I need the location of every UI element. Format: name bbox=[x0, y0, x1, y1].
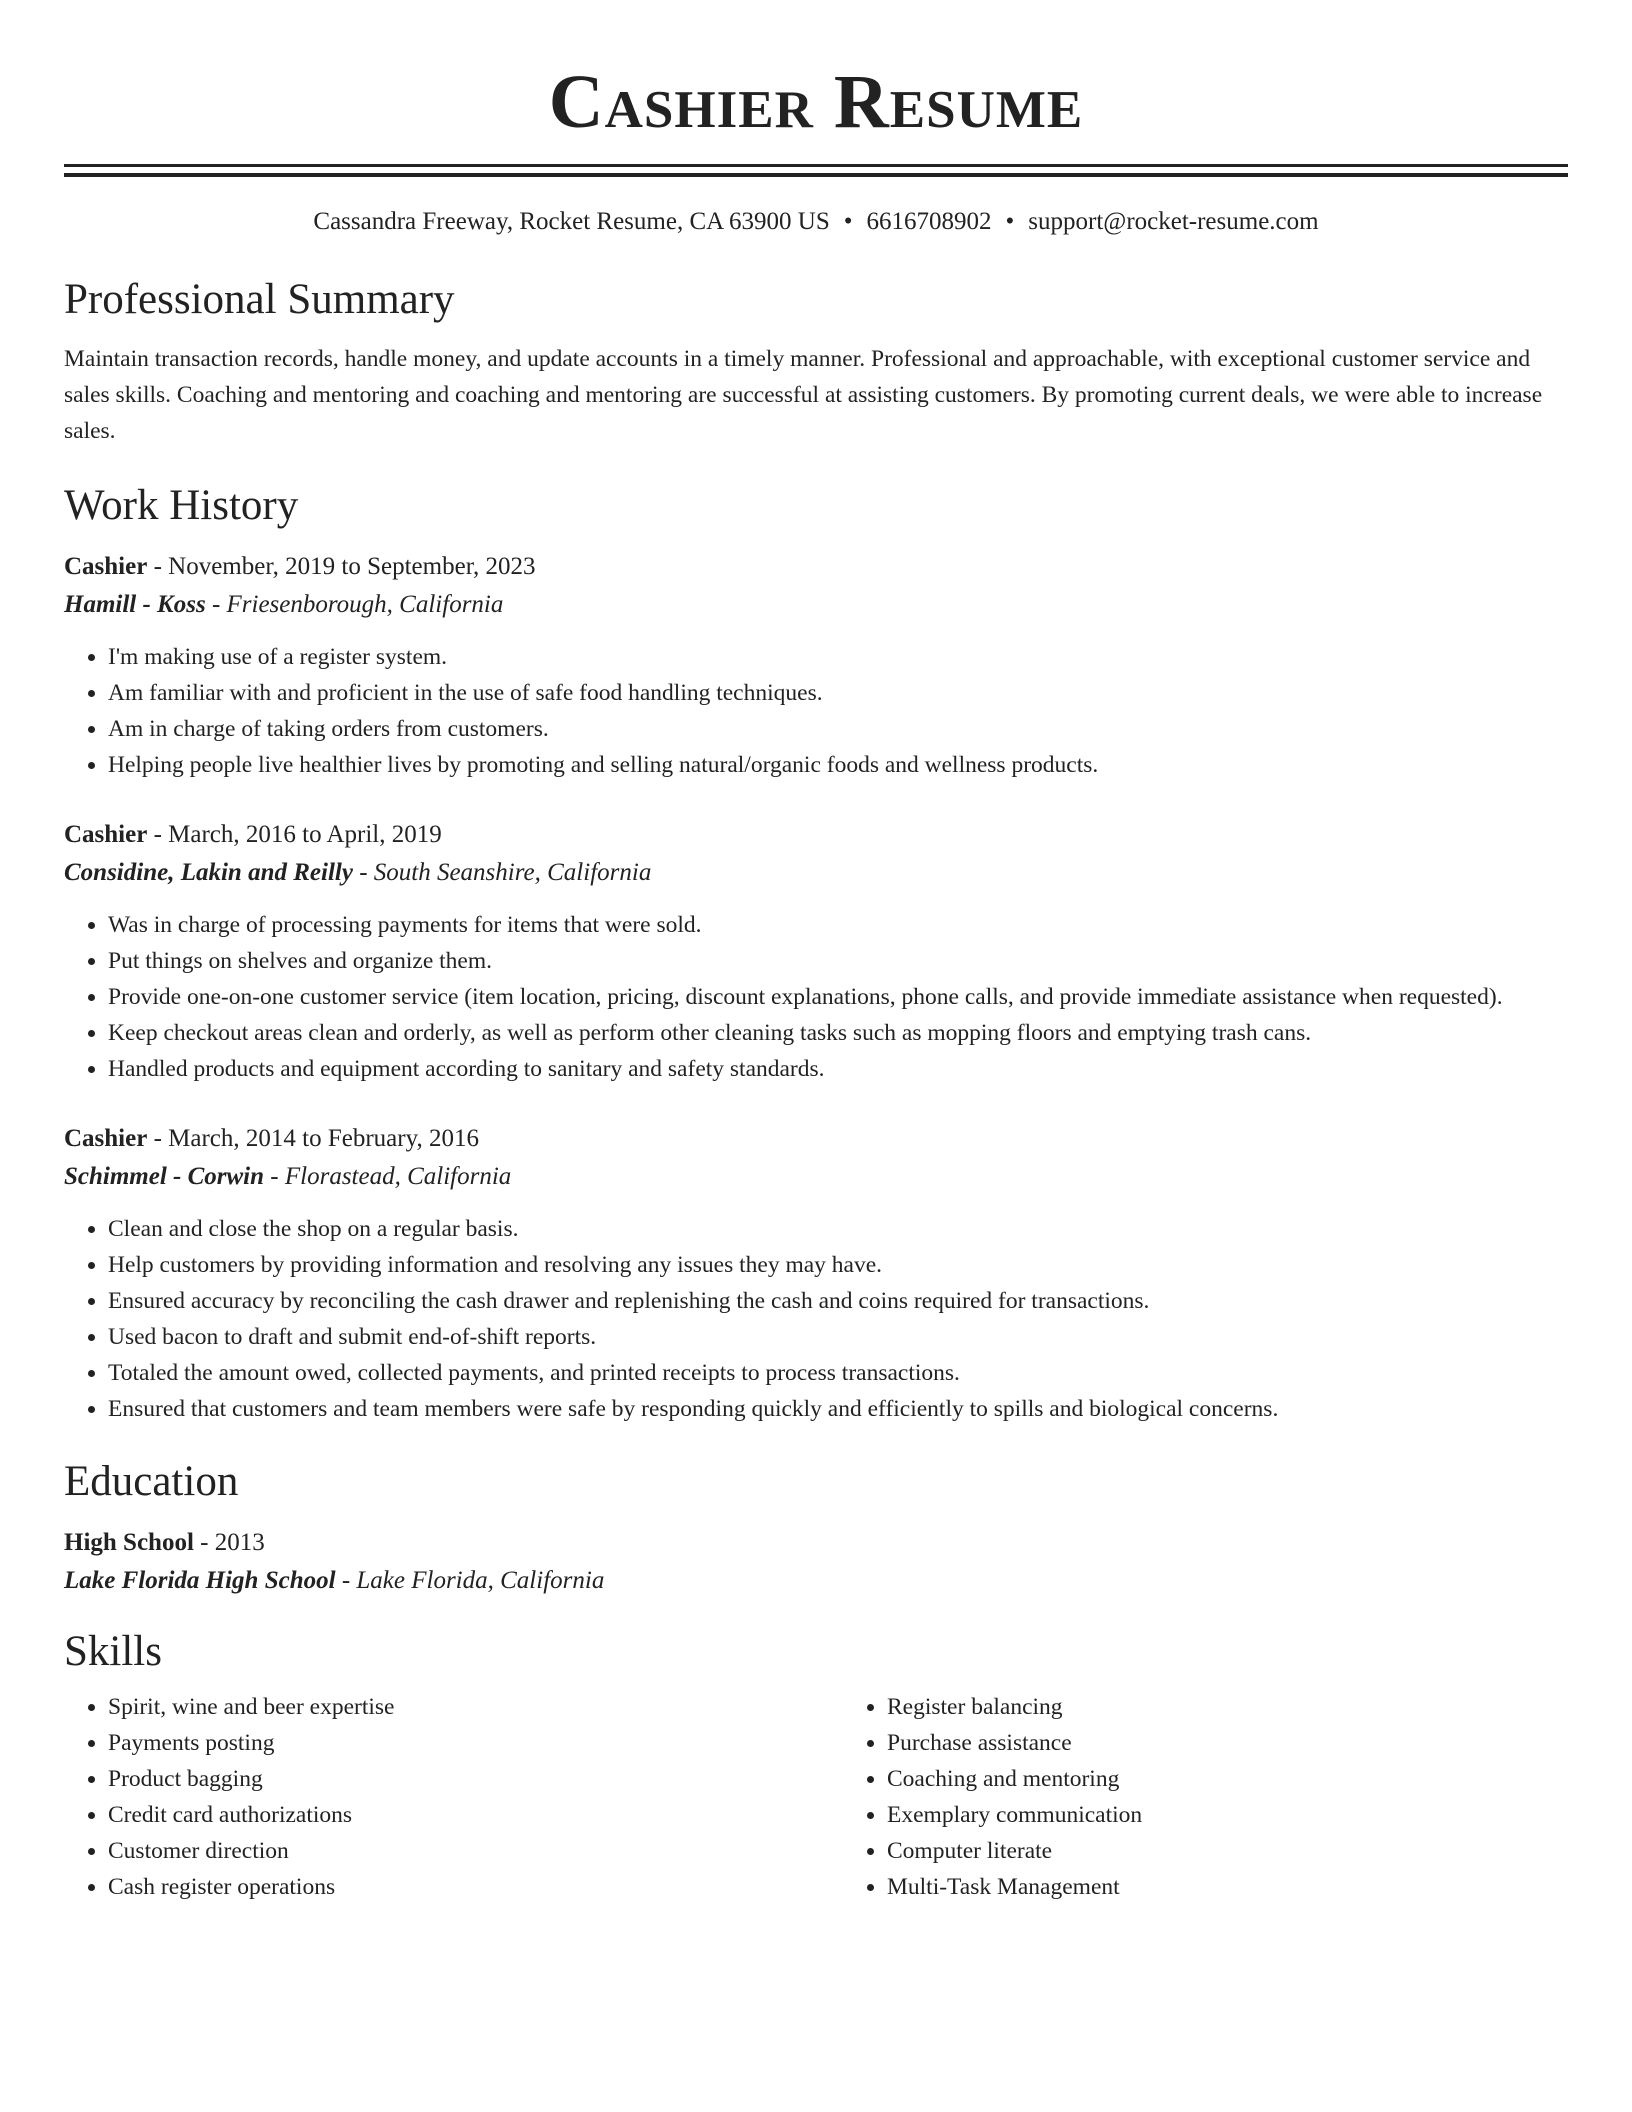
education-section bbox=[64, 1457, 1568, 1601]
skill-item: • Product bagging bbox=[108, 1761, 789, 1797]
skill-item: • Credit card authorizations bbox=[108, 1797, 789, 1833]
contact-email: support@rocket-resume.com bbox=[1028, 208, 1319, 235]
summary-text: Maintain transaction records, handle money, and update accounts in a timely manner. Professional and approachable, with exceptional customer service and sales skills. Coaching and mentoring and coaching and mentoring are successful at assisting customers. By promoting current deals, we were able to increase sales. bbox=[64, 346, 1543, 444]
skill-item: • Register balancing bbox=[887, 1689, 1568, 1725]
job-duties-list bbox=[64, 639, 1568, 783]
job-duty: • Was in charge of processing payments for items that were sold. bbox=[108, 907, 1568, 943]
job-location: - Friesenborough, California bbox=[205, 591, 504, 618]
education-year: - 2013 bbox=[193, 1529, 265, 1556]
job-duty: • Am in charge of taking orders from customers. bbox=[108, 711, 1568, 747]
job-employer-line bbox=[64, 853, 1568, 893]
skill-item: • Spirit, wine and beer expertise bbox=[108, 1689, 789, 1725]
skills-columns bbox=[64, 1689, 1568, 1905]
job-duty: • Handled products and equipment according to sanitary and safety standards. bbox=[108, 1051, 1568, 1087]
skill-item: • Cash register operations bbox=[108, 1869, 789, 1905]
job-duty: • Ensured accuracy by reconciling the cash drawer and replenishing the cash and coins required for transactions. bbox=[108, 1283, 1568, 1319]
job-employer: Schimmel - Corwin bbox=[64, 1163, 265, 1190]
job-duty: • Helping people live healthier lives by promoting and selling natural/organic foods and wellness products. bbox=[108, 747, 1568, 783]
contact-address: Cassandra Freeway, Rocket Resume, CA 63900 US bbox=[313, 208, 830, 235]
contact-phone: 6616708902 bbox=[866, 208, 992, 235]
skills-list-left bbox=[64, 1689, 789, 1905]
job-entry bbox=[64, 817, 1568, 1087]
skill-item: • Customer direction bbox=[108, 1833, 789, 1869]
resume-page bbox=[64, 0, 1568, 1905]
job-employer-line bbox=[64, 585, 1568, 625]
job-duty: • Put things on shelves and organize them. bbox=[108, 943, 1568, 979]
work-history-section bbox=[64, 481, 1568, 1427]
contact-separator: • bbox=[843, 208, 853, 235]
skill-item: • Payments posting bbox=[108, 1725, 789, 1761]
job-duty: • Am familiar with and proficient in the use of safe food handling techniques. bbox=[108, 675, 1568, 711]
job-duty: • Clean and close the shop on a regular basis. bbox=[108, 1211, 1568, 1247]
job-title: Cashier bbox=[64, 821, 148, 848]
job-dates: - March, 2014 to February, 2016 bbox=[147, 1125, 479, 1152]
skills-section bbox=[64, 1627, 1568, 1905]
job-location: - Florastead, California bbox=[264, 1163, 512, 1190]
job-entry bbox=[64, 549, 1568, 783]
contact-separator: • bbox=[1005, 208, 1015, 235]
professional-summary-section bbox=[64, 275, 1568, 449]
job-title: Cashier bbox=[64, 1125, 148, 1152]
education-degree-line bbox=[64, 1525, 1568, 1561]
skills-list-right bbox=[789, 1689, 1568, 1905]
education-degree: High School bbox=[64, 1529, 194, 1556]
job-title-line bbox=[64, 817, 1568, 853]
skill-item: • Purchase assistance bbox=[887, 1725, 1568, 1761]
section-heading: Professional Summary bbox=[64, 276, 455, 323]
job-employer: Hamill - Koss bbox=[64, 591, 206, 618]
job-dates: - March, 2016 to April, 2019 bbox=[147, 821, 442, 848]
skill-item: • Computer literate bbox=[887, 1833, 1568, 1869]
job-location: - South Seanshire, California bbox=[352, 859, 652, 886]
job-duty: • Ensured that customers and team members were safe by responding quickly and efficiently to spills and biological concerns. bbox=[108, 1391, 1568, 1427]
job-entry bbox=[64, 1121, 1568, 1427]
skill-item: • Exemplary communication bbox=[887, 1797, 1568, 1833]
job-employer: Considine, Lakin and Reilly bbox=[64, 859, 353, 886]
resume-title: Cashier Resume bbox=[548, 60, 1084, 144]
job-employer-line bbox=[64, 1157, 1568, 1197]
title-divider-bottom bbox=[64, 173, 1568, 177]
job-duties-list bbox=[64, 1211, 1568, 1427]
job-duty: • Provide one-on-one customer service (item location, pricing, discount explanations, phone calls, and provide immediate assistance when requested). bbox=[108, 979, 1568, 1015]
job-duty: • Keep checkout areas clean and orderly, as well as perform other cleaning tasks such as mopping floors and emptying trash cans. bbox=[108, 1015, 1568, 1051]
job-duty: • Help customers by providing information and resolving any issues they may have. bbox=[108, 1247, 1568, 1283]
skill-item: • Coaching and mentoring bbox=[887, 1761, 1568, 1797]
job-duty: • Used bacon to draft and submit end-of-shift reports. bbox=[108, 1319, 1568, 1355]
contact-line bbox=[64, 207, 1568, 237]
education-school-line bbox=[64, 1561, 1568, 1601]
section-heading: Skills bbox=[64, 1628, 162, 1675]
title-divider-top bbox=[64, 164, 1568, 167]
section-heading: Education bbox=[64, 1458, 239, 1505]
section-heading: Work History bbox=[64, 482, 299, 529]
job-title: Cashier bbox=[64, 553, 148, 580]
job-dates: - November, 2019 to September, 2023 bbox=[147, 553, 536, 580]
education-location: - Lake Florida, California bbox=[335, 1567, 605, 1594]
education-school: Lake Florida High School bbox=[64, 1567, 336, 1594]
job-title-line bbox=[64, 549, 1568, 585]
education-entry bbox=[64, 1525, 1568, 1601]
job-duty: • I'm making use of a register system. bbox=[108, 639, 1568, 675]
job-duty: • Totaled the amount owed, collected payments, and printed receipts to process transactions. bbox=[108, 1355, 1568, 1391]
job-title-line bbox=[64, 1121, 1568, 1157]
skill-item: • Multi-Task Management bbox=[887, 1869, 1568, 1905]
job-duties-list bbox=[64, 907, 1568, 1087]
